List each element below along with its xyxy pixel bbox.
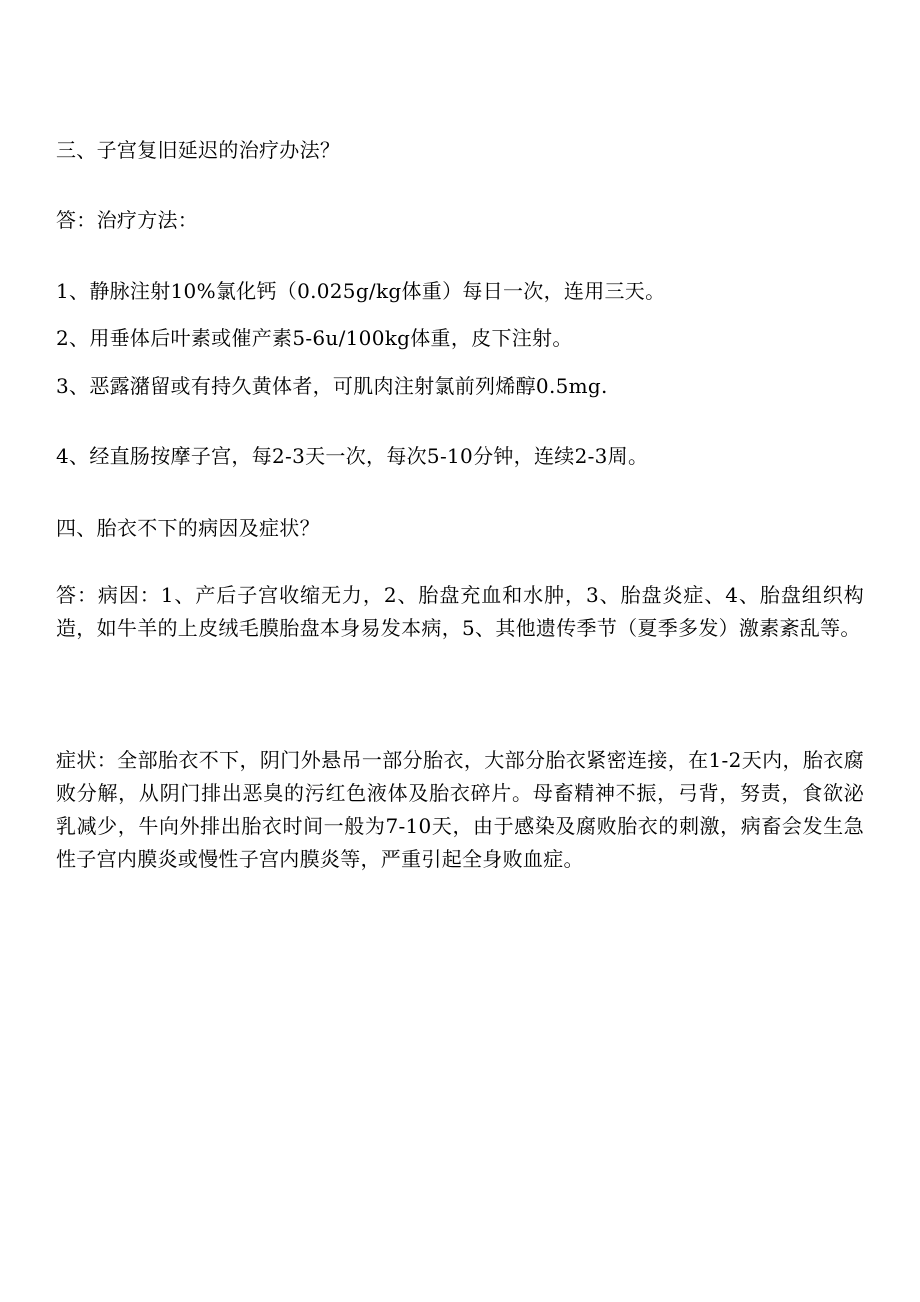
section-4-heading: 四、胎衣不下的病因及症状？ (56, 516, 320, 540)
treatment-item-1: 1、静脉注射10%氯化钙（0.025g/kg体重）每日一次，连用三天。 (56, 279, 666, 303)
section-3-answer-intro: 答：治疗方法： (56, 208, 199, 232)
treatment-item-3: 3、恶露潴留或有持久黄体者，可肌肉注射氯前列烯醇0.5mg. (56, 374, 608, 398)
treatment-item-4: 4、经直肠按摩子宫，每2-3天一次，每次5-10分钟，连续2-3周。 (56, 444, 649, 468)
section-4-symptoms-paragraph: 症状：全部胎衣不下，阴门外悬吊一部分胎衣，大部分胎衣紧密连接，在1-2天内，胎衣腐败分解，从阴门排出恶臭的污红色液体及胎衣碎片。母畜精神不振，弓背，努责，食欲泌乳减少，牛向外排出胎衣时间一般为7-10天，由于感染及腐败胎衣的刺激，病畜会发生急性子宫内膜炎或慢性子宫内膜炎等，严重引起全身败血症。 (56, 748, 864, 871)
treatment-item-2: 2、用垂体后叶素或催产素5-6u/100kg体重，皮下注射。 (56, 326, 573, 350)
section-4-cause-paragraph: 答：病因：1、产后子宫收缩无力，2、胎盘充血和水肿，3、胎盘炎症、4、胎盘组织构造，如牛羊的上皮绒毛膜胎盘本身易发本病，5、其他遗传季节（夏季多发）激素紊乱等。 (56, 583, 864, 640)
section-3-heading: 三、子宫复旧延迟的治疗办法？ (56, 138, 341, 162)
